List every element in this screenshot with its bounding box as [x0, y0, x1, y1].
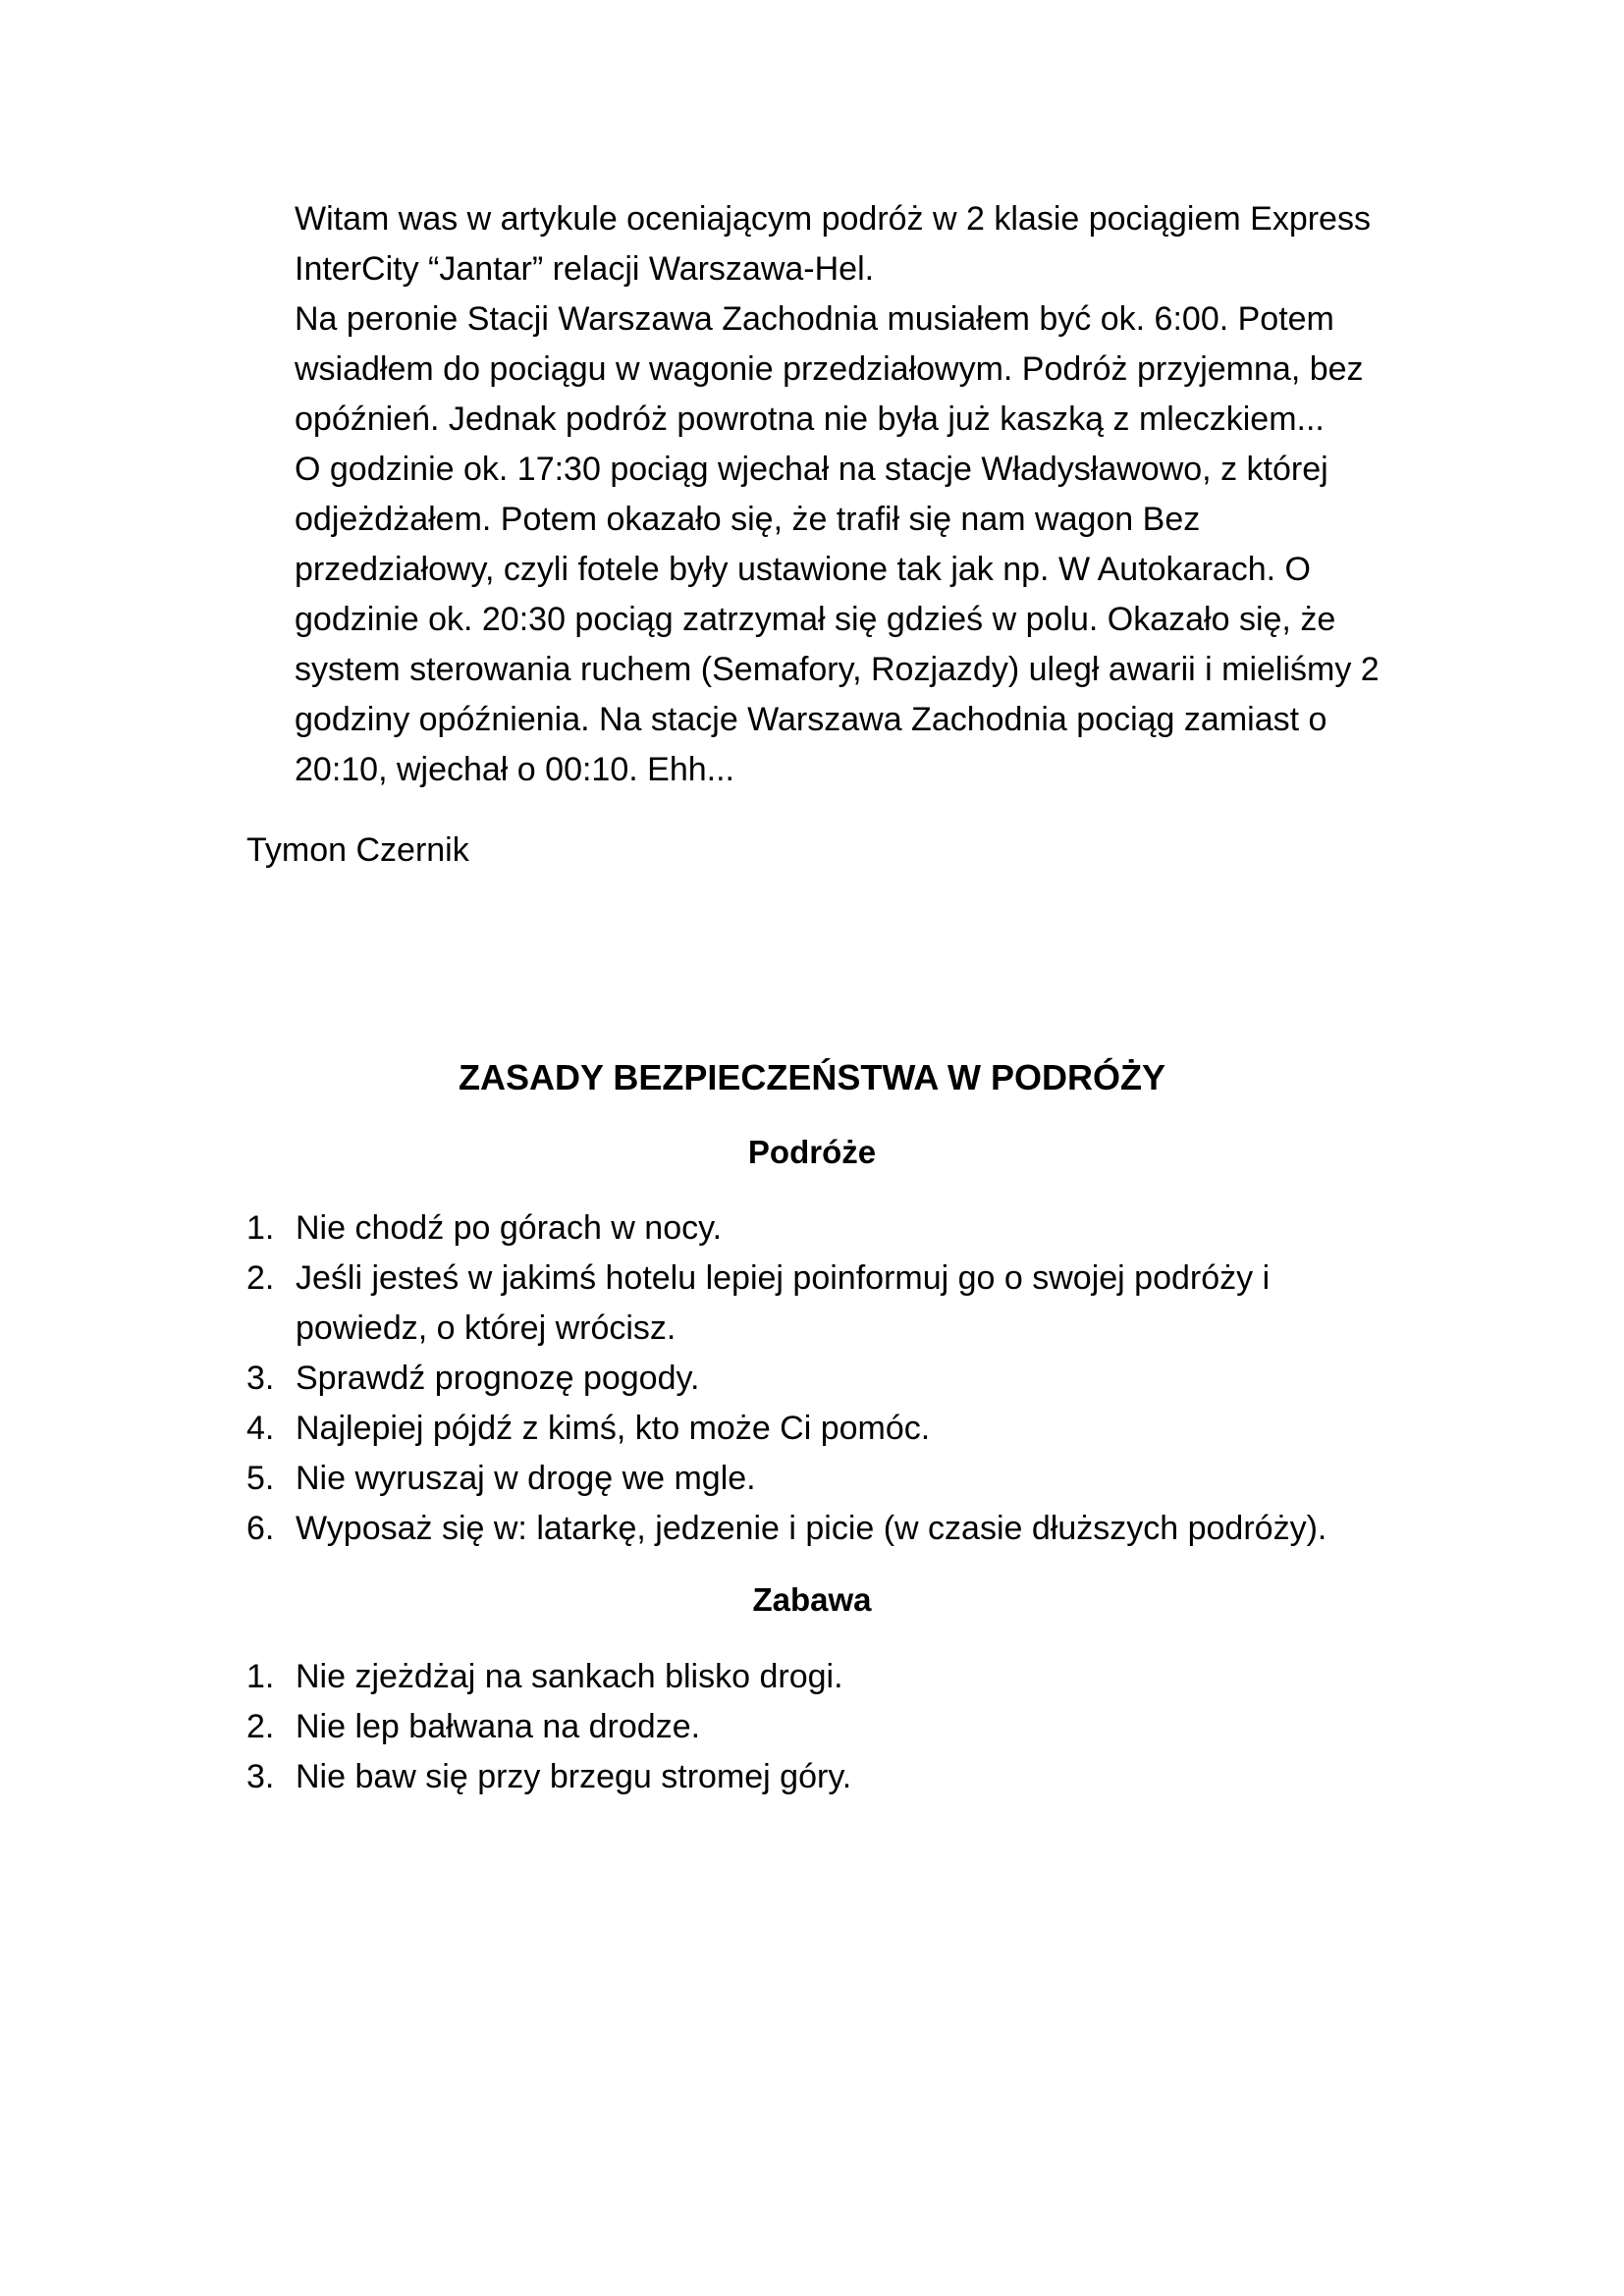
list-item [246, 1504, 1425, 1554]
list-item [246, 1752, 1425, 1802]
list-item [246, 1203, 1425, 1254]
list-item-number: 4. [246, 1410, 275, 1447]
list-item-number: 1. [246, 1209, 275, 1247]
article-line: przedziałowy, czyli fotele były ustawione tak jak np. W Autokarach. O [295, 551, 1311, 588]
article-line: system sterowania ruchem (Semafory, Rozjazdy) uległ awarii i mieliśmy 2 [295, 651, 1380, 688]
list-item-text: Nie lep bałwana na drodze. [296, 1708, 701, 1745]
list-item [246, 1354, 1425, 1404]
zabawa-rules-list [246, 1652, 1425, 1802]
list-item-number: 2. [246, 1708, 275, 1745]
list-item-text: Jeśli jesteś w jakimś hotelu lepiej poinformuj go o swojej podróży i powiedz, o której wrócisz. [296, 1259, 1271, 1347]
list-item-text: Wyposaż się w: latarkę, jedzenie i picie (w czasie dłuższych podróży). [296, 1510, 1327, 1547]
list-item-number: 6. [246, 1510, 275, 1547]
list-item [246, 1404, 1425, 1454]
list-item [246, 1254, 1425, 1354]
podroze-rules-list [246, 1203, 1425, 1554]
article-author: Tymon Czernik [246, 831, 469, 869]
article-line: wsiadłem do pociągu w wagonie przedziałowym. Podróż przyjemna, bez [295, 350, 1364, 388]
list-item-text: Nie wyruszaj w drogę we mgle. [296, 1460, 756, 1497]
list-item-number: 3. [246, 1758, 275, 1795]
list-item-text: Sprawdź prognozę pogody. [296, 1360, 700, 1397]
article-line: 20:10, wjechał o 00:10. Ehh... [295, 751, 734, 788]
article-line: godziny opóźnienia. Na stacje Warszawa Zachodnia pociąg zamiast o [295, 701, 1327, 738]
safety-title: ZASADY BEZPIECZEŃSTWA W PODRÓŻY [458, 1057, 1166, 1097]
article-line: opóźnień. Jednak podróż powrotna nie była już kaszką z mleczkiem... [295, 400, 1325, 438]
list-item [246, 1454, 1425, 1504]
list-item-text: Nie zjeżdżaj na sankach blisko drogi. [296, 1658, 843, 1695]
article-line: odjeżdżałem. Potem okazało się, że trafił się nam wagon Bez [295, 501, 1201, 538]
list-item-number: 2. [246, 1259, 275, 1297]
article-line: Witam was w artykule oceniającym podróż w 2 klasie pociągiem Express [295, 200, 1371, 238]
list-item-text: Nie chodź po górach w nocy. [296, 1209, 723, 1247]
list-item-number: 1. [246, 1658, 275, 1695]
list-item [246, 1702, 1425, 1752]
article-line: Na peronie Stacji Warszawa Zachodnia musiałem być ok. 6:00. Potem [295, 300, 1334, 338]
list-item-text: Najlepiej pójdź z kimś, kto może Ci pomóc. [296, 1410, 931, 1447]
article-line: InterCity “Jantar” relacji Warszawa-Hel. [295, 250, 875, 288]
list-item-number: 3. [246, 1360, 275, 1397]
list-item-number: 5. [246, 1460, 275, 1497]
section-heading-zabawa: Zabawa [752, 1581, 872, 1618]
article-line: godzinie ok. 20:30 pociąg zatrzymał się gdzieś w polu. Okazało się, że [295, 601, 1336, 638]
article-body [295, 194, 1453, 795]
article-line: O godzinie ok. 17:30 pociąg wjechał na stacje Władysławowo, z której [295, 451, 1328, 488]
section-heading-podroze: Podróże [747, 1134, 877, 1170]
list-item-text: Nie baw się przy brzegu stromej góry. [296, 1758, 852, 1795]
list-item [246, 1652, 1425, 1702]
